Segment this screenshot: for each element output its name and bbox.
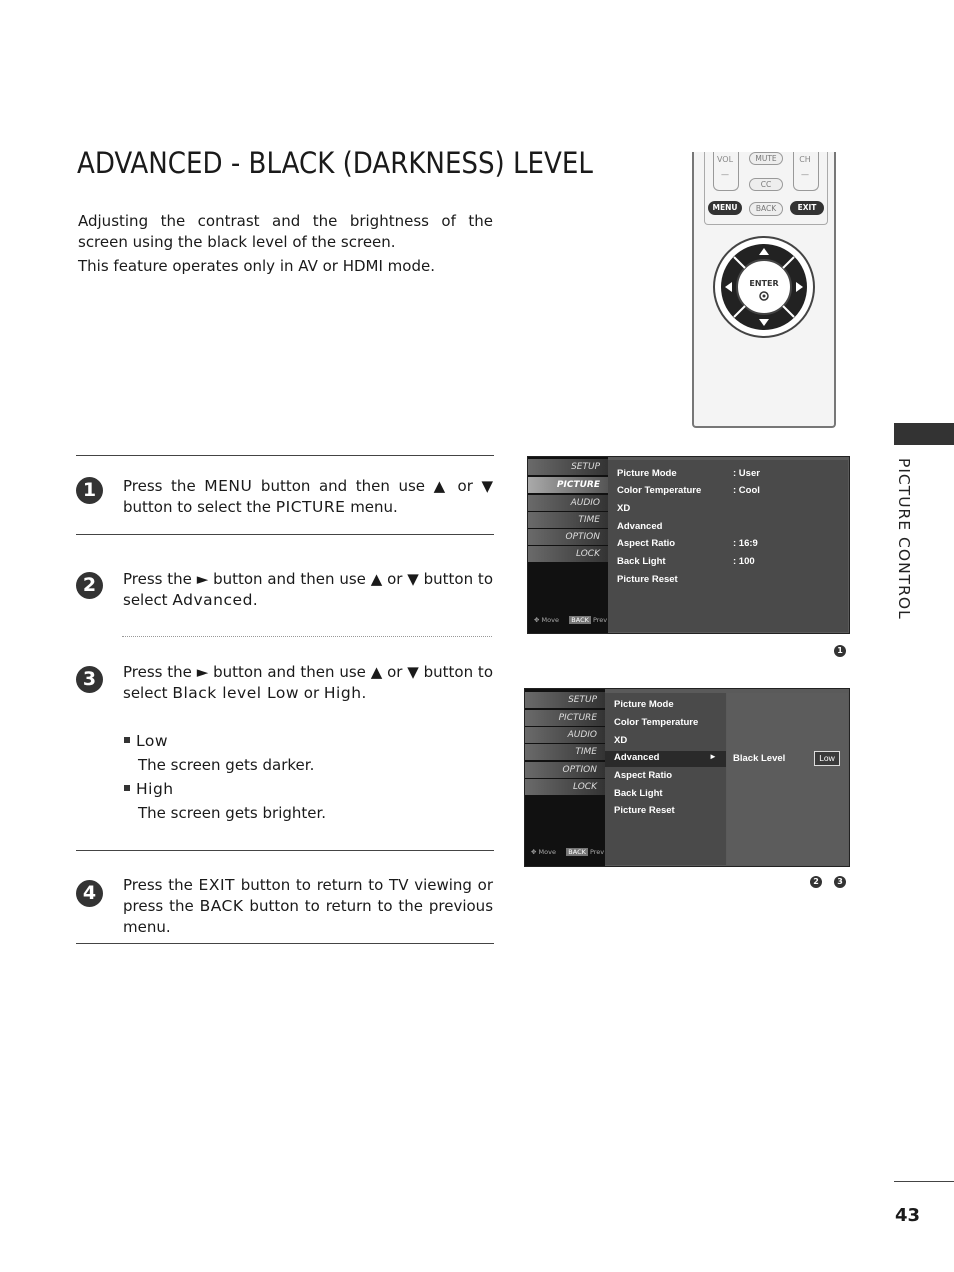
menu-item-picture-reset[interactable]: Picture Reset bbox=[614, 805, 675, 816]
screen-ref-1: 1 bbox=[834, 645, 846, 657]
section-tab bbox=[894, 423, 954, 445]
option-high: High bbox=[124, 780, 174, 798]
vol-label: VOL bbox=[716, 155, 734, 164]
page-title: ADVANCED - BLACK (DARKNESS) LEVEL bbox=[77, 146, 593, 180]
picture-menu-screen-2 bbox=[524, 688, 850, 867]
back-button[interactable]: BACK bbox=[749, 202, 783, 216]
exit-button[interactable]: EXIT bbox=[790, 201, 824, 215]
value-color-temperature: : Cool bbox=[733, 485, 760, 496]
page-number: 43 bbox=[895, 1205, 921, 1226]
sidebar-item-picture[interactable]: PICTURE bbox=[525, 710, 605, 727]
menu-button[interactable]: MENU bbox=[708, 201, 742, 215]
option-high-desc: The screen gets brighter. bbox=[138, 804, 327, 822]
screen-ref-2: 2 bbox=[810, 876, 822, 888]
step-number-4: 4 bbox=[76, 880, 103, 907]
menu-item-color-temperature[interactable]: Color Temperature bbox=[617, 485, 702, 496]
sidebar-item-lock[interactable]: LOCK bbox=[528, 546, 608, 563]
option-low-desc: The screen gets darker. bbox=[138, 756, 315, 774]
navigation-pad-icon[interactable] bbox=[709, 236, 819, 340]
section-label: PICTURE CONTROL bbox=[895, 458, 913, 620]
menu-item-picture-mode[interactable]: Picture Mode bbox=[617, 468, 677, 479]
divider bbox=[76, 850, 494, 851]
step-number-1: 1 bbox=[76, 477, 103, 504]
sidebar-item-time[interactable]: TIME bbox=[525, 744, 605, 761]
enter-label: ENTER bbox=[749, 279, 779, 288]
menu-footer: ✥ Move BACK Prev bbox=[531, 848, 605, 856]
submenu-arrow-icon: ► bbox=[709, 752, 717, 761]
sidebar-item-setup[interactable]: SETUP bbox=[528, 459, 608, 476]
sidebar-item-option[interactable]: OPTION bbox=[525, 762, 605, 779]
menu-footer: ✥ Move BACK Prev bbox=[534, 616, 608, 624]
menu-item-aspect-ratio[interactable]: Aspect Ratio bbox=[617, 538, 676, 549]
value-back-light: : 100 bbox=[733, 556, 755, 567]
sidebar-item-audio[interactable]: AUDIO bbox=[528, 495, 608, 512]
value-picture-mode: : User bbox=[733, 468, 760, 479]
divider bbox=[76, 455, 494, 456]
sidebar-item-picture[interactable]: PICTURE bbox=[528, 477, 608, 494]
step-number-3: 3 bbox=[76, 666, 103, 693]
cc-button[interactable]: CC bbox=[749, 178, 783, 191]
menu-item-advanced-selected[interactable]: Advanced bbox=[614, 752, 660, 763]
menu-item-xd[interactable]: XD bbox=[614, 735, 628, 746]
menu-item-back-light[interactable]: Back Light bbox=[614, 788, 663, 799]
menu-item-back-light[interactable]: Back Light bbox=[617, 556, 666, 567]
mute-button[interactable]: MUTE bbox=[749, 152, 783, 165]
picture-menu-screen-1 bbox=[527, 456, 850, 634]
intro-line-2: This feature operates only in AV or HDMI mode. bbox=[78, 257, 435, 275]
step-1-text: Press the MENU button and then use ▲ or ▼ button to select the PICTURE menu. bbox=[123, 477, 493, 516]
option-low: Low bbox=[124, 732, 168, 750]
black-level-value[interactable]: Low bbox=[814, 751, 840, 766]
sidebar-item-time[interactable]: TIME bbox=[528, 512, 608, 529]
menu-item-picture-reset[interactable]: Picture Reset bbox=[617, 574, 678, 585]
divider bbox=[76, 943, 494, 944]
screen-ref-3: 3 bbox=[834, 876, 846, 888]
footer-rule bbox=[894, 1181, 954, 1182]
sidebar-item-option[interactable]: OPTION bbox=[528, 529, 608, 546]
remote-control-illustration: VOL — MUTE CC CH — MENU BACK EXIT ENTER bbox=[692, 152, 836, 428]
ch-label: CH bbox=[799, 155, 811, 164]
step-4-text: Press the EXIT button to return to TV viewing or press the BACK button to return to the previous menu. bbox=[123, 876, 494, 936]
value-aspect-ratio: : 16:9 bbox=[733, 538, 758, 549]
menu-item-color-temperature[interactable]: Color Temperature bbox=[614, 717, 699, 728]
step-2-text: Press the ► button and then use ▲ or ▼ button to select Advanced. bbox=[123, 570, 493, 609]
sidebar-item-setup[interactable]: SETUP bbox=[525, 692, 605, 709]
step-3-text: Press the ► button and then use ▲ or ▼ button to select Black level Low or High. bbox=[123, 663, 493, 702]
menu-item-advanced[interactable]: Advanced bbox=[617, 521, 663, 532]
divider bbox=[76, 534, 494, 535]
menu-sidebar bbox=[528, 457, 608, 633]
menu-sidebar bbox=[525, 689, 605, 866]
sidebar-item-lock[interactable]: LOCK bbox=[525, 779, 605, 796]
menu-item-xd[interactable]: XD bbox=[617, 503, 631, 514]
sidebar-item-audio[interactable]: AUDIO bbox=[525, 727, 605, 744]
intro-line-1: Adjusting the contrast and the brightness of the screen using the black level of the screen. bbox=[78, 212, 493, 251]
menu-item-picture-mode[interactable]: Picture Mode bbox=[614, 699, 674, 710]
submenu-black-level-label: Black Level bbox=[733, 753, 786, 764]
menu-item-aspect-ratio[interactable]: Aspect Ratio bbox=[614, 770, 673, 781]
divider bbox=[122, 636, 492, 637]
step-number-2: 2 bbox=[76, 572, 103, 599]
